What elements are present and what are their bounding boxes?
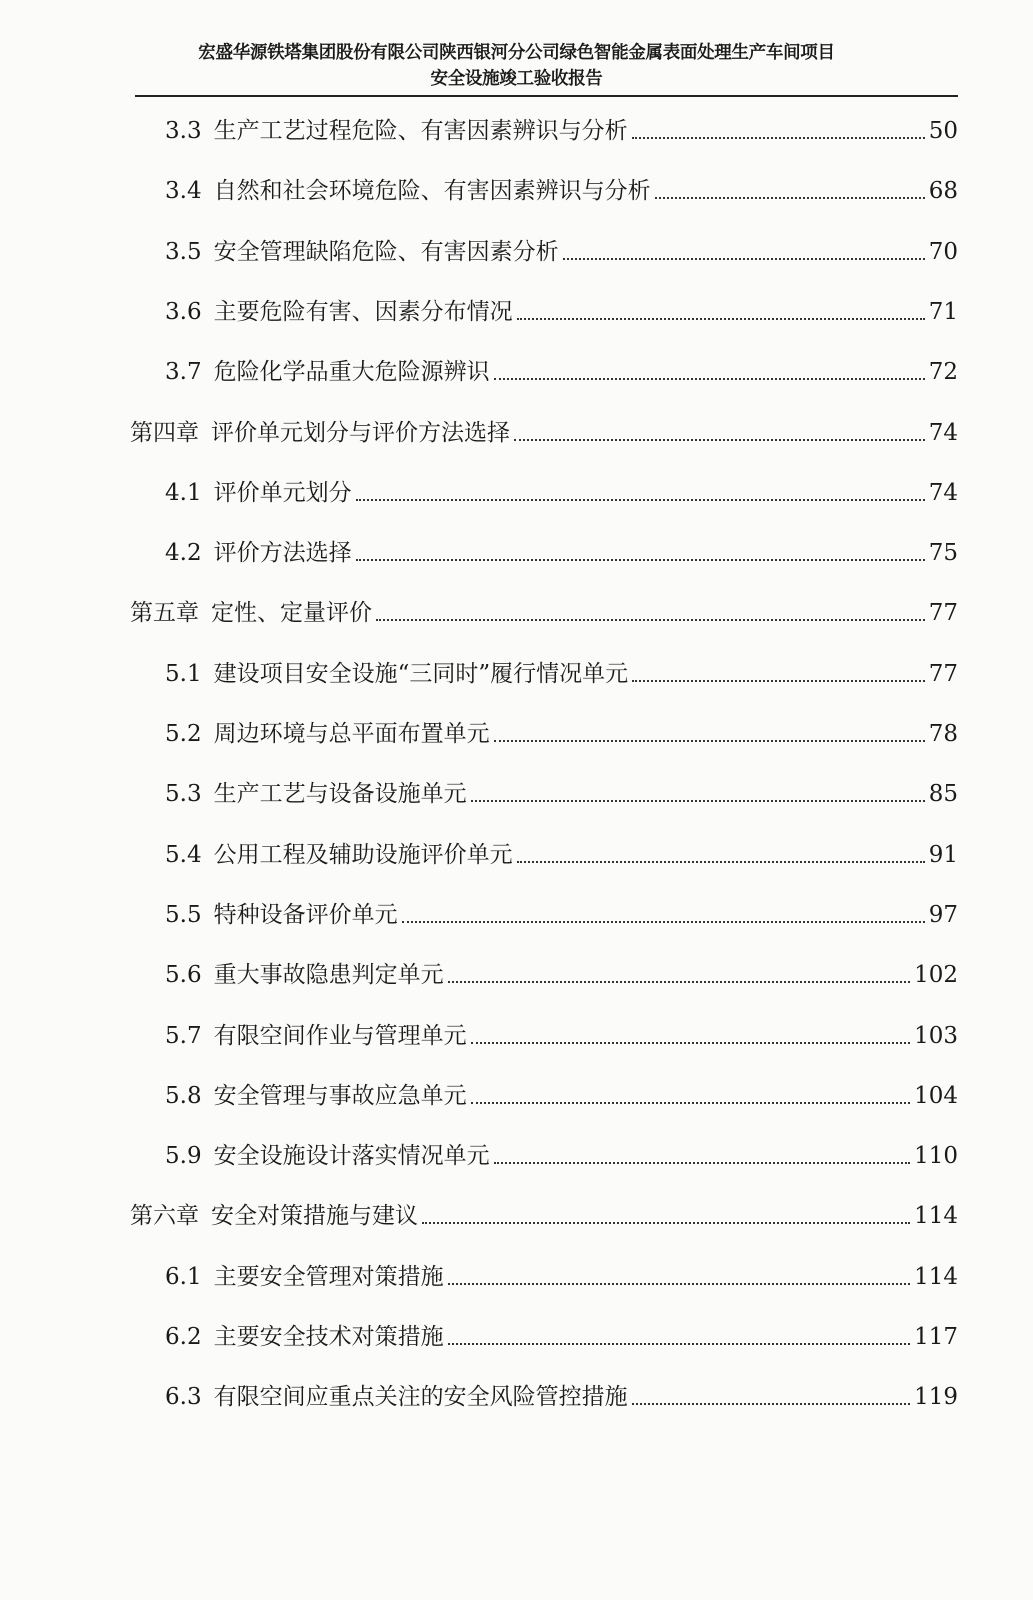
toc-entry-title: 危险化学品重大危险源辨识 [213,359,490,386]
toc-entry-page-number: 103 [914,1022,958,1049]
toc-entry[interactable] [0,468,958,508]
toc-entry-number: 5.9 [165,1143,202,1170]
toc-dot-leader [494,1162,911,1164]
toc-dot-leader [471,800,925,802]
toc-entry-page-number: 114 [914,1203,958,1230]
toc-dot-leader [514,439,925,441]
toc-dot-leader [422,1222,910,1224]
toc-entry[interactable] [0,1372,958,1412]
toc-entry-page-number: 72 [928,359,958,386]
toc-dot-leader [356,499,925,501]
toc-entry-page-number: 50 [928,118,958,144]
toc-entry-page-number: 77 [928,600,958,627]
toc-entry[interactable] [0,408,958,448]
toc-entry-title: 安全管理缺陷危险、有害因素分析 [213,238,559,265]
toc-entry-page-number: 74 [928,479,958,506]
toc-dot-leader [655,197,925,199]
toc-entry-number: 5.3 [165,781,202,808]
toc-entry-number: 3.5 [165,238,202,265]
toc-entry-title: 定性、定量评价 [211,600,372,627]
toc-entry-title: 主要安全技术对策措施 [213,1324,444,1350]
toc-dot-leader [563,258,925,260]
toc-dot-leader [471,1102,911,1104]
toc-entry-page-number: 102 [914,962,958,989]
toc-dot-leader [517,861,925,863]
toc-entry[interactable] [0,769,958,809]
toc-entry[interactable] [0,950,958,990]
toc-entry-page-number: 85 [928,781,958,808]
toc-dot-leader [448,1283,911,1285]
toc-entry-number: 5.6 [165,962,202,989]
toc-entry[interactable] [0,1191,958,1231]
toc-entry-page-number: 110 [914,1143,958,1170]
toc-entry-page-number: 91 [928,841,958,868]
toc-dot-leader [376,619,925,621]
toc-entry-page-number: 68 [928,178,958,205]
toc-entry-number: 4.2 [165,540,202,567]
toc-entry-title: 评价方法选择 [213,540,352,567]
toc-entry-page-number: 97 [928,901,958,928]
toc-dot-leader [517,318,925,320]
toc-entry-title: 生产工艺与设备设施单元 [213,781,467,808]
toc-entry-number: 5.8 [165,1082,202,1109]
toc-entry-number: 3.6 [165,298,202,325]
toc-dot-leader [402,921,925,923]
toc-entry[interactable] [0,1071,958,1111]
toc-entry[interactable] [0,227,958,267]
toc-entry[interactable] [0,287,958,327]
toc-entry-page-number: 119 [914,1384,958,1411]
toc-entry-title: 有限空间作业与管理单元 [213,1022,467,1049]
toc-entry-title: 主要危险有害、因素分布情况 [213,298,513,325]
toc-entry[interactable] [0,890,958,930]
toc-entry-title: 安全对策措施与建议 [211,1203,418,1230]
toc-entry[interactable] [0,709,958,749]
toc-entry-number: 6.2 [165,1324,202,1350]
toc-entry-number: 第五章 [130,600,199,627]
toc-entry-title: 重大事故隐患判定单元 [213,962,444,989]
toc-dot-leader [632,680,925,682]
toc-entry-number: 3.4 [165,178,202,205]
toc-entry-title: 评价单元划分 [213,479,352,506]
toc-entry[interactable] [0,649,958,689]
toc-entry-number: 6.1 [165,1263,202,1290]
toc-entry-page-number: 74 [928,419,958,446]
toc-entry-page-number: 117 [914,1324,958,1350]
toc-dot-leader [448,1343,911,1345]
toc-dot-leader [448,981,911,983]
toc-entry[interactable] [0,1312,958,1352]
toc-entry-title: 主要安全管理对策措施 [213,1263,444,1290]
toc-entry-page-number: 78 [928,721,958,747]
header-title-line1: 宏盛华源铁塔集团股份有限公司陕西银河分公司绿色智能金属表面处理生产车间项目 [198,43,835,63]
toc-entry-number: 3.3 [165,118,202,144]
header-divider [135,95,958,97]
toc-entry-title: 有限空间应重点关注的安全风险管控措施 [213,1384,628,1411]
toc-entry-title: 安全管理与事故应急单元 [213,1082,467,1109]
toc-entry-title: 生产工艺过程危险、有害因素辨识与分析 [213,118,628,144]
toc-entry-number: 6.3 [165,1384,202,1411]
toc-entry-page-number: 77 [928,660,958,687]
toc-entry[interactable] [0,106,958,146]
toc-entry-number: 第六章 [130,1203,199,1230]
toc-dot-leader [632,137,925,139]
toc-dot-leader [356,559,925,561]
toc-entry-page-number: 114 [914,1263,958,1290]
toc-entry[interactable] [0,1252,958,1292]
toc-entry-page-number: 104 [914,1082,958,1109]
toc-entry-number: 第四章 [130,419,199,446]
toc-entry-page-number: 70 [928,238,958,265]
toc-entry-number: 5.2 [165,721,202,747]
header-title-line2: 安全设施竣工验收报告 [430,69,603,89]
toc-entry-title: 周边环境与总平面布置单元 [213,721,490,747]
toc-entry-number: 3.7 [165,359,202,386]
toc-entry[interactable] [0,166,958,206]
toc-entry-page-number: 75 [928,540,958,567]
toc-entry-number: 5.4 [165,841,202,868]
toc-entry-title: 建设项目安全设施“三同时”履行情况单元 [213,660,629,687]
toc-entry[interactable] [0,588,958,628]
toc-entry-number: 5.7 [165,1022,202,1049]
toc-entry-title: 公用工程及辅助设施评价单元 [213,841,513,868]
toc-dot-leader [471,1042,911,1044]
toc-entry-number: 5.1 [165,660,202,687]
toc-entry-title: 安全设施设计落实情况单元 [213,1143,490,1170]
page-header [0,40,1033,92]
toc-entry[interactable] [0,830,958,870]
toc-entry-number: 4.1 [165,479,202,506]
toc-entry-number: 5.5 [165,901,202,928]
toc-entry[interactable] [0,1131,958,1171]
toc-entry[interactable] [0,1011,958,1051]
toc-dot-leader [632,1403,911,1405]
toc-dot-leader [494,740,925,742]
toc-dot-leader [494,378,925,380]
toc-entry[interactable] [0,528,958,568]
toc-entry[interactable] [0,347,958,387]
toc-entry-page-number: 71 [928,298,958,325]
toc-entry-title: 特种设备评价单元 [213,901,398,928]
toc-entry-title: 评价单元划分与评价方法选择 [211,419,510,446]
toc-entry-title: 自然和社会环境危险、有害因素辨识与分析 [213,178,651,205]
